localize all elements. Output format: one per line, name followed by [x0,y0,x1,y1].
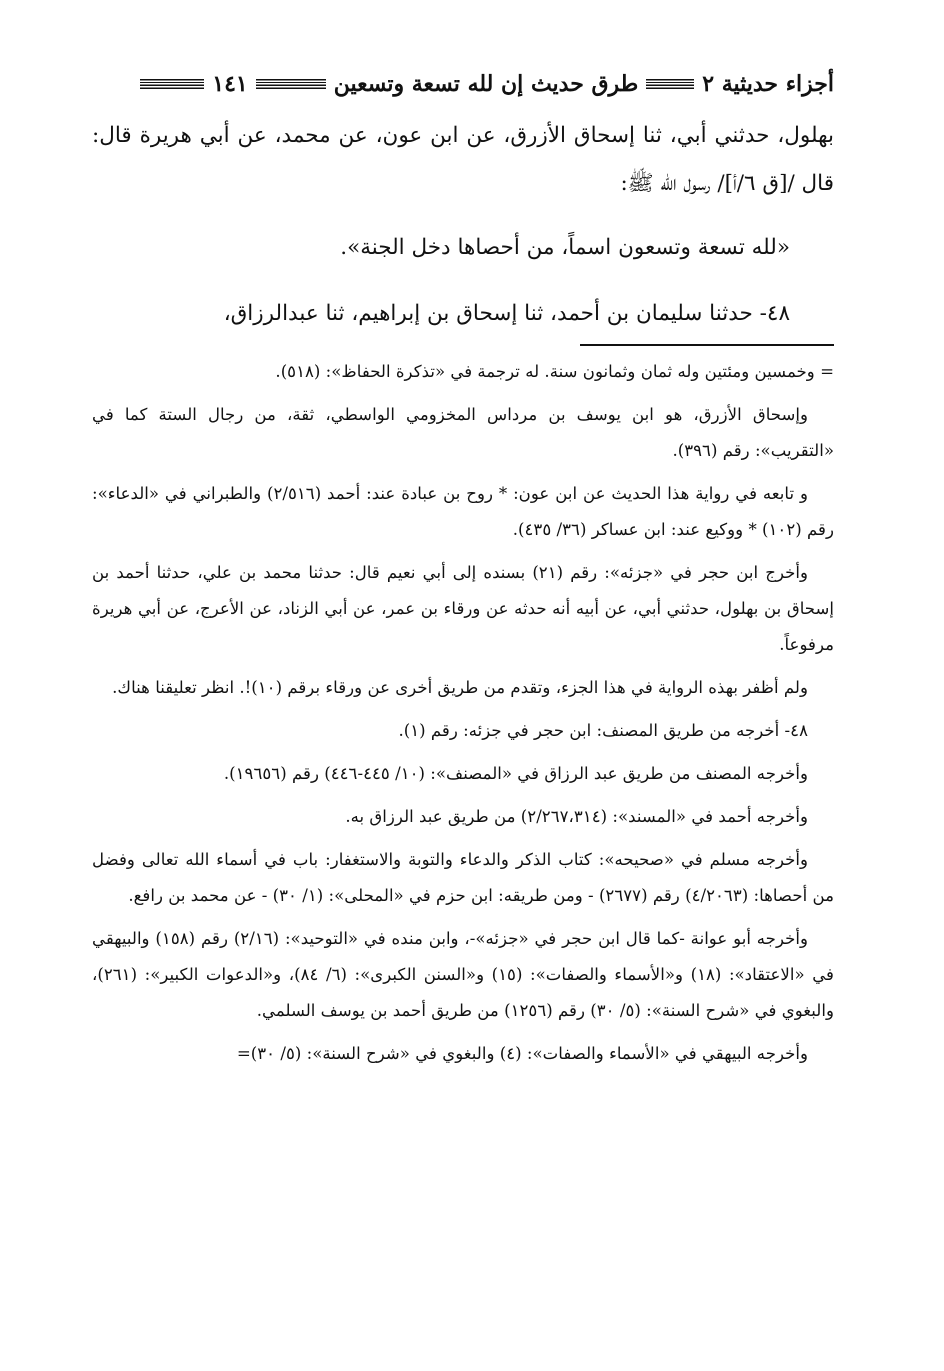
footnote-paragraph: و تابعه في رواية هذا الحديث عن ابن عون: * روح بن عبادة عند: أحمد (٢/٥١٦) والطبراني في «الدعاء»: رقم (١٠٢) * ووكيع عند: ابن عساكر (٣٦/ ٤٣٥). [92,484,834,539]
header-chapter-title: طرق حديث إن لله تسعة وتسعين [333,71,639,97]
hadith-48-chain: ٤٨- حدثنا سليمان بن أحمد، ثنا إسحاق بن إبراهيم، ثنا عبدالرزاق، [223,301,790,326]
running-header [92,64,834,104]
header-ornament-rule [256,79,326,90]
page-number: ١٤١ [212,71,248,97]
footnote-paragraph: وأخرجه مسلم في «صحيحه»: كتاب الذكر والدعاء والتوبة والاستغفار: باب في أسماء الله تعالى وفضل من أحصاها: (٤/٢٠٦٣) رقم (٢٦٧٧) - ومن طريقه: ابن حزم في «المحلى»: (١/ ٣٠) - عن محمد بن رافع. [92,850,834,905]
footnote-paragraph: وأخرجه البيهقي في «الأسماء والصفات»: (٤) والبغوي في «شرح السنة»: (٥/ ٣٠)= [236,1044,808,1063]
footnote-paragraph: ولم أظفر بهذه الرواية في هذا الجزء، وتقدم من طريق أخرى عن ورقاء برقم (١٠)!. انظر تعليقنا هناك. [112,678,808,697]
footnote-paragraph: وأخرج ابن حجر في «جزئه»: رقم (٢١) بسنده إلى أبي نعيم قال: حدثنا محمد بن علي، حدثنا أحمد بن إسحاق بن بهلول، حدثني أبي، عن أبيه أنه حدثه عن ورقاء بن عمر، عن أبي الزناد، عن الأعرج، عن أبي هريرة مرفوعاً. [92,563,834,654]
footnote-paragraph: = وخمسين ومئتين وله ثمان وثمانون سنة. له ترجمة في «تذكرة الحفاظ»: (٥١٨). [275,362,834,381]
header-ornament-rule [646,79,694,90]
header-book-title: أجزاء حديثية ٢ [702,71,834,97]
footnote-paragraph: وأخرجه أحمد في «المسند»: (٢/٢٦٧،٣١٤) من طريق عبد الرزاق به. [345,807,808,826]
footnotes [92,354,834,1079]
footnote-paragraph: وأخرجه أبو عوانة -كما قال ابن حجر في «جزئه»-، وابن منده في «التوحيد»: (٢/١٦) رقم (١٥٨) والبيهقي في «الاعتقاد»: (١٨) و«الأسماء والصفات»: (١٥) و«السنن الكبرى»: (٦/ ٨٤)، و«الدعوات الكبير»: (٢٦١)، والبغوي في «شرح السنة»: (٥/ ٣٠) رقم (١٢٥٦) من طريق أحمد بن يوسف السلمي. [92,929,834,1020]
footnote-paragraph: وإسحاق الأزرق، هو ابن يوسف بن مرداس المخزومي الواسطي، ثقة، من رجال الستة كما في «التقريب»: رقم (٣٩٦). [92,405,834,460]
footnote-paragraph: وأخرجه المصنف من طريق عبد الرزاق في «المصنف»: (١٠/ ٤٤٥-٤٤٦) رقم (١٩٦٥٦). [223,764,808,783]
footnote-paragraph: ٤٨- أخرجه من طريق المصنف: ابن حجر في جزئه: رقم (١). [398,721,808,740]
header-ornament-rule [140,79,204,90]
hadith-quote: «لله تسعة وتسعون اسماً، من أحصاها دخل الجنة». [340,235,790,260]
footnote-divider [580,344,834,346]
hadith-chain-text: بهلول، حدثني أبي، ثنا إسحاق الأزرق، عن ابن عون، عن محمد، عن أبي هريرة قال: قال /[ق ٦/أ]/ رسول الله ﷺ: [92,123,834,196]
main-text [92,112,834,338]
